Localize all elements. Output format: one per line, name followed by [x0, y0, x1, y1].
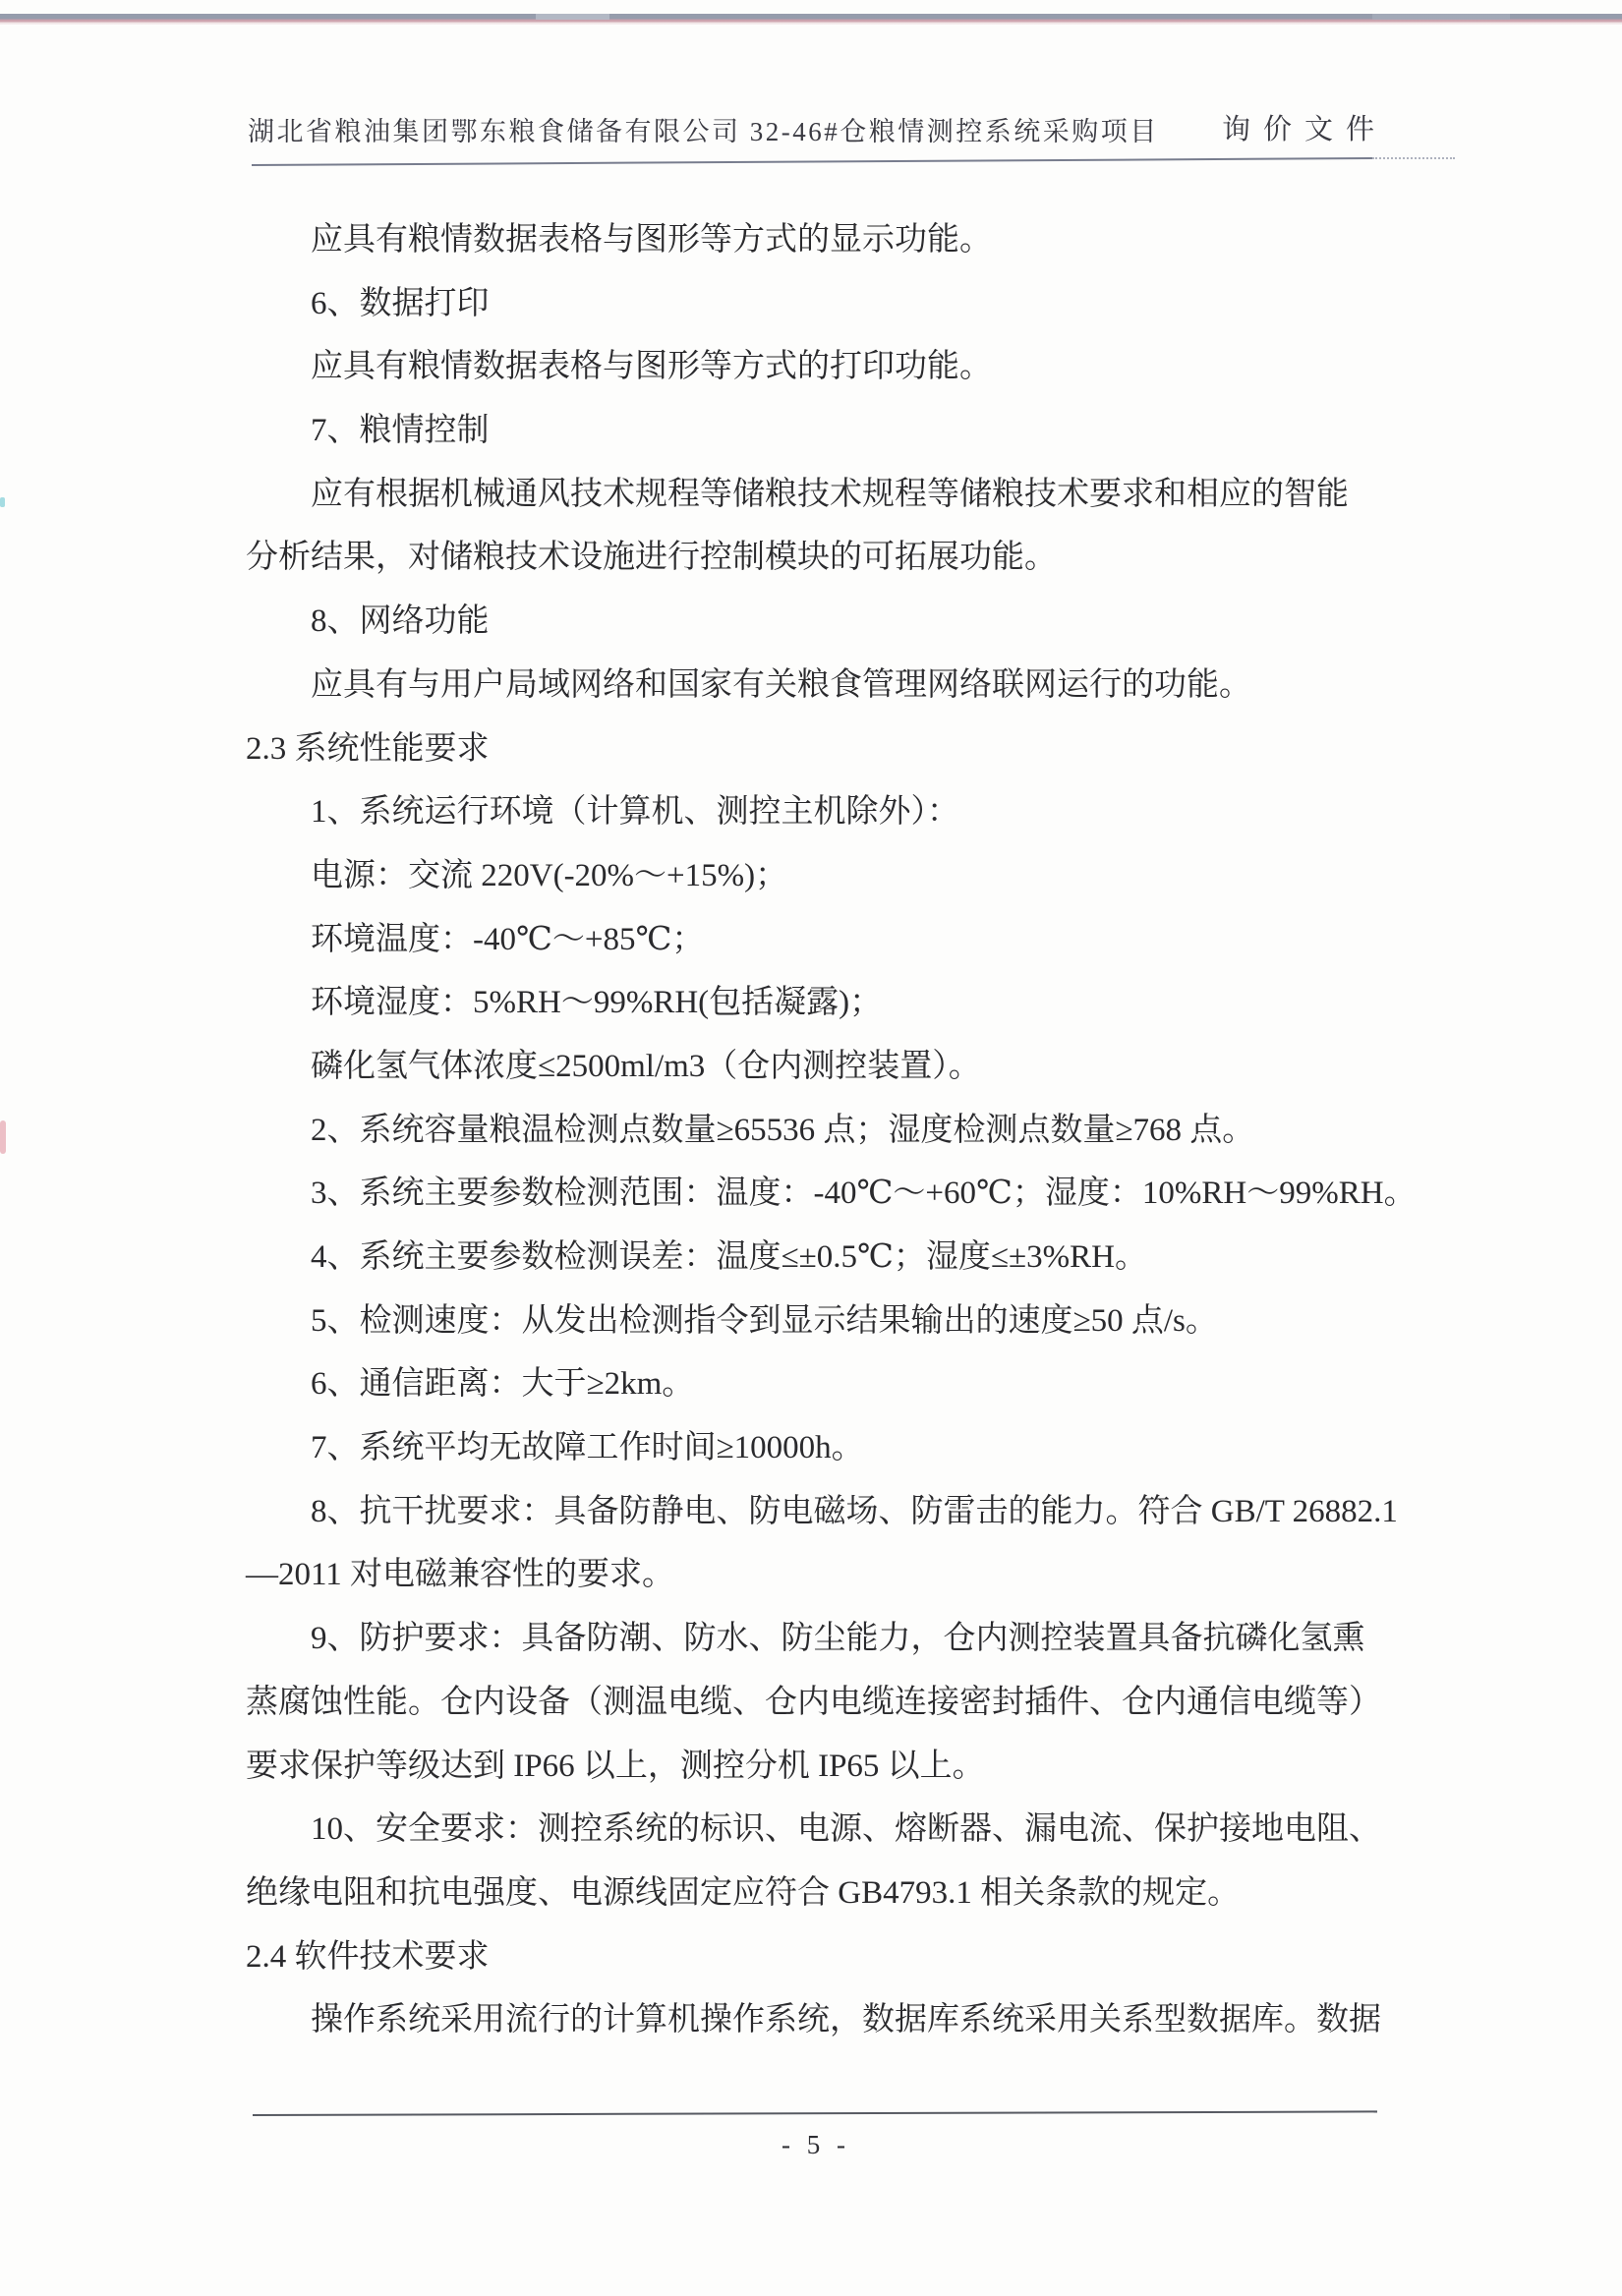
document-line: 环境温度：-40℃～+85℃；	[311, 921, 705, 957]
header-rule-extension	[1372, 157, 1455, 159]
scan-artifact-band-highlight	[1372, 14, 1510, 20]
document-line: 1、系统运行环境（计算机、测控主机除外）：	[311, 794, 959, 831]
document-line: 8、抗干扰要求：具备防静电、防电磁场、防雷击的能力。符合 GB/T 26882.1	[311, 1493, 1398, 1529]
footer-rule	[253, 2110, 1377, 2116]
document-line: 7、系统平均无故障工作时间≥10000h。	[311, 1430, 864, 1466]
document-line: 5、检测速度：从发出检测指令到显示结果输出的速度≥50 点/s。	[311, 1302, 1218, 1339]
scan-artifact-band-highlight	[536, 14, 609, 20]
document-line: 3、系统主要参数检测范围：温度：-40℃～+60℃；湿度：10%RH～99%RH。	[311, 1176, 1417, 1212]
document-line: 应有根据机械通风技术规程等储粮技术规程等储粮技术要求和相应的智能	[311, 476, 1349, 512]
document-line: 4、系统主要参数检测误差：温度≤±0.5℃；湿度≤±3%RH。	[311, 1239, 1147, 1275]
scan-artifact-edge-mark	[0, 1120, 6, 1154]
document-line: 分析结果，对储粮技术设施进行控制模块的可拓展功能。	[246, 540, 1057, 576]
document-line: 要求保护等级达到 IP66 以上，测控分机 IP65 以上。	[246, 1748, 985, 1784]
document-line: 绝缘电阻和抗电强度、电源线固定应符合 GB4793.1 相关条款的规定。	[246, 1874, 1241, 1911]
document-line: 应具有与用户局域网络和国家有关粮食管理网络联网运行的功能。	[311, 666, 1251, 703]
document-line: 2.4 软件技术要求	[246, 1938, 490, 1975]
document-line: 8、网络功能	[311, 603, 490, 640]
document-line: 环境湿度：5%RH～99%RH(包括凝露)；	[311, 985, 883, 1021]
document-line: 磷化氢气体浓度≤2500ml/m3（仓内测控装置）。	[311, 1048, 981, 1084]
header-rule	[252, 157, 1372, 166]
document-body	[246, 208, 1417, 2052]
header-project-title: 湖北省粮油集团鄂东粮食储备有限公司 32-46#仓粮情测控系统采购项目	[248, 117, 1159, 146]
document-line: 10、安全要求：测控系统的标识、电源、熔断器、漏电流、保护接地电阻、	[311, 1811, 1381, 1848]
document-line: —2011 对电磁兼容性的要求。	[246, 1557, 675, 1593]
document-line: 蒸腐蚀性能。仓内设备（测温电缆、仓内电缆连接密封插件、仓内通信电缆等）	[246, 1684, 1381, 1720]
document-line: 操作系统采用流行的计算机操作系统，数据库系统采用关系型数据库。数据	[311, 2002, 1381, 2038]
document-line: 6、数据打印	[311, 285, 490, 321]
document-line: 2、系统容量粮温检测点数量≥65536 点；湿度检测点数量≥768 点。	[311, 1112, 1255, 1148]
document-line: 2.3 系统性能要求	[246, 730, 490, 767]
document-line: 应具有粮情数据表格与图形等方式的显示功能。	[311, 222, 992, 258]
header-doc-type-label: 询价文件	[1222, 114, 1388, 145]
document-line: 电源：交流 220V(-20%～+15%)；	[311, 857, 788, 893]
document-line: 应具有粮情数据表格与图形等方式的打印功能。	[311, 349, 992, 385]
page-number: - 5 -	[782, 2130, 850, 2159]
document-line: 6、通信距离：大于≥2km。	[311, 1366, 695, 1403]
document-line: 7、粮情控制	[311, 413, 490, 449]
document-line: 9、防护要求：具备防潮、防水、防尘能力，仓内测控装置具备抗磷化氢熏	[311, 1621, 1365, 1657]
scan-artifact-edge-mark	[0, 497, 5, 507]
